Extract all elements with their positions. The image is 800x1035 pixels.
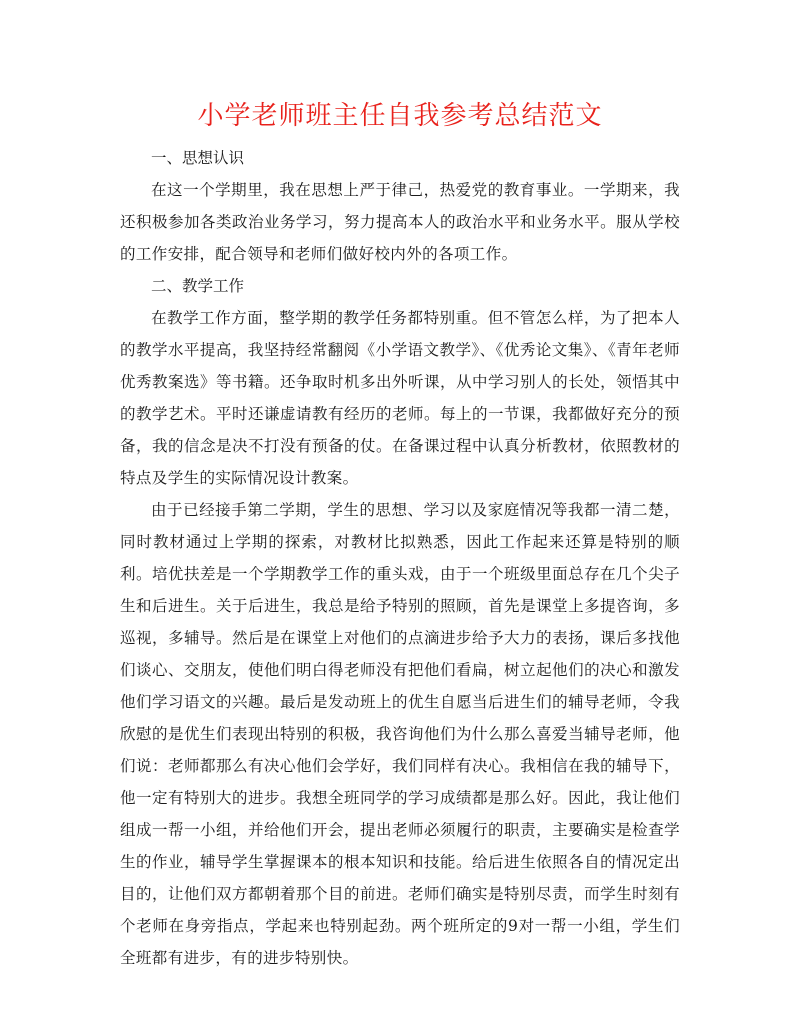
section-thinking [120, 142, 680, 270]
document-title: 小学老师班主任自我参考总结范文 [197, 101, 603, 131]
document-page [120, 96, 680, 974]
section-heading: 二、教学工作 [151, 277, 245, 295]
paragraph: 由于已经接手第二学期，学生的思想、学习以及家庭情况等我都一清二楚，同时教材通过上学期的探索，对教材比拟熟悉，因此工作起来还算是特别的顺利。培优扶差是一个学期教学工作的重头戏，由于一个班级里面总存在几个尖子生和后进生。关于后进生，我总是给予特别的照顾，首先是课堂上多提咨询，多巡视，多辅导。然后是在课堂上对他们的点滴进步给予大力的表扬，课后多找他们谈心、交朋友，使他们明白得老师没有把他们看扁，树立起他们的决心和激发他们学习语文的兴趣。最后是发动班上的优生自愿当后进生们的辅导老师，令我欣慰的是优生们表现出特别的积极，我咨询他们为什么那么喜爱当辅导老师，他们说：老师都那么有决心他们会学好，我们同样有决心。我相信在我的辅导下，他一定有特别大的进步。我想全班同学的学习成绩都是那么好。因此，我让他们组成一帮一小组，并给他们开会，提出老师必须履行的职责，主要确实是检查学生的作业，辅导学生掌握课本的根本知识和技能。给后进生依照各自的情况定出目的，让他们双方都朝着那个目的前进。老师们确实是特别尽责，而学生时刻有个老师在身旁指点，学起来也特别起劲。两个班所定的9对一帮一小组，学生们全班都有进步，有的进步特别快。 [120, 501, 680, 967]
paragraph: 在这一个学期里，我在思想上严于律己，热爱党的教育事业。一学期来，我还积极参加各类政治业务学习，努力提高本人的政治水平和业务水平。服从学校的工作安排，配合领导和老师们做好校内外的各项工作。 [120, 181, 680, 263]
paragraph: 在教学工作方面，整学期的教学任务都特别重。但不管怎么样，为了把本人的教学水平提高，我坚持经常翻阅《小学语文教学》、《优秀论文集》、《青年老师优秀教案选》等书籍。还争取时机多出外听课，从中学习别人的长处，领悟其中的教学艺术。平时还谦虚请教有经历的老师。每上的一节课，我都做好充分的预备，我的信念是决不打没有预备的仗。在备课过程中认真分析教材，依照教材的特点及学生的实际情况设计教案。 [120, 309, 680, 487]
section-heading: 一、思想认识 [151, 149, 245, 167]
section-teaching [120, 270, 680, 974]
